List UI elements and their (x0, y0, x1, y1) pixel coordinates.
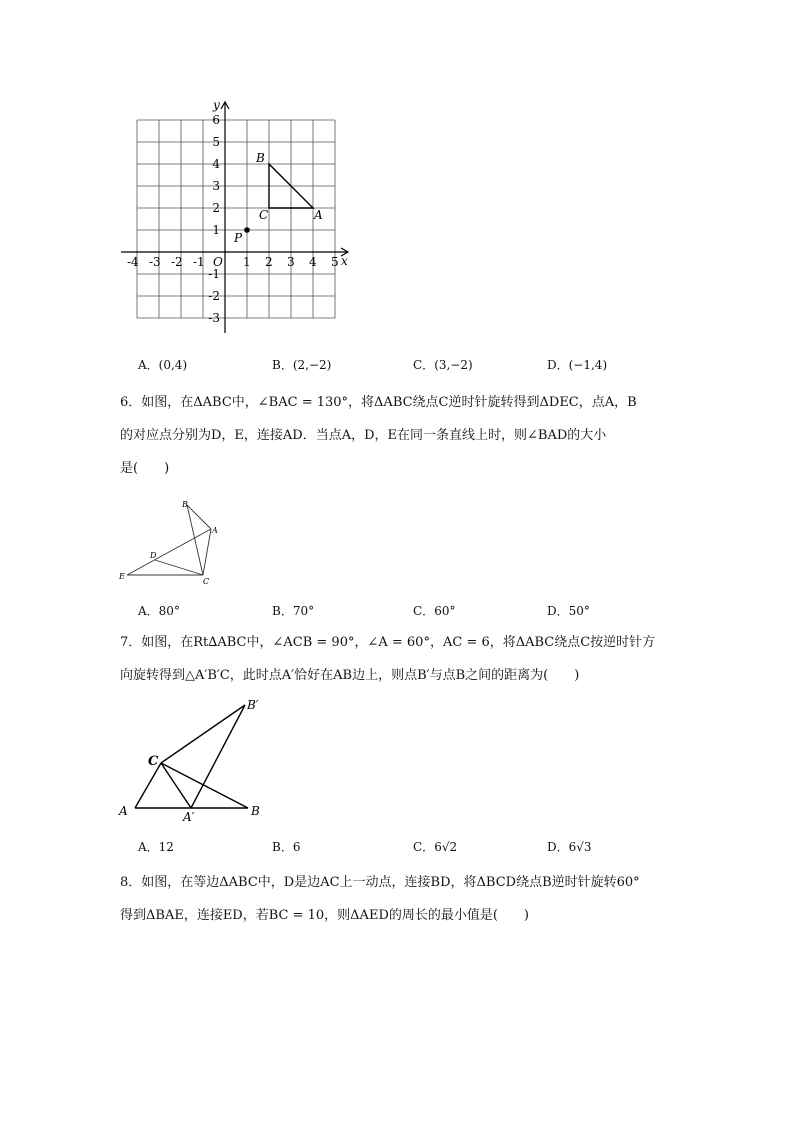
origin-label: O (213, 255, 223, 269)
option-letter: D． (547, 840, 569, 854)
q7-label-a: A (119, 804, 128, 818)
q5-option-c[interactable] (413, 356, 473, 373)
q6-option-a[interactable] (138, 602, 180, 619)
q6-option-d[interactable] (547, 602, 590, 619)
q7-line: 向旋转得到△A′B′C，此时点A′恰好在AB边上，则点B′与点B之间的距离为( ) (120, 668, 580, 683)
q6-label-d: D (150, 551, 157, 560)
option-letter: B． (272, 604, 293, 618)
q7-label-c: C (148, 754, 159, 769)
label-p: P (234, 231, 243, 245)
x-tick: -1 (193, 255, 205, 269)
x-tick: 2 (265, 255, 273, 269)
label-a: A (314, 208, 323, 222)
q7-label-b: B (251, 804, 260, 818)
option-letter: D． (547, 604, 569, 618)
y-tick: 6 (212, 113, 220, 127)
option-value: (0,4) (158, 358, 188, 372)
q7-option-a[interactable] (138, 838, 174, 855)
q6-line: 的对应点分别为D，E，连接AD．当点A，D，E在同一条直线上时，则∠BAD的大小 (120, 428, 607, 443)
y-tick: 4 (212, 157, 220, 171)
option-letter: D． (547, 358, 569, 372)
option-letter: A． (138, 358, 159, 372)
y-tick: -2 (208, 289, 220, 303)
q6-line: 6．如图，在ΔABC中，∠BAC = 130°，将ΔABC绕点C逆时针旋转得到ΔDEC，点A，B (120, 395, 637, 410)
x-tick: -4 (127, 255, 139, 269)
option-value: 50° (568, 604, 590, 618)
q7-option-b[interactable] (272, 838, 300, 855)
option-value: 6√3 (568, 840, 592, 854)
q6-label-c: C (203, 577, 210, 586)
y-tick: -3 (208, 311, 220, 325)
question-6-text (120, 386, 680, 485)
x-tick: 5 (331, 255, 339, 269)
grid-lines (137, 120, 335, 318)
q7-line: 7．如图，在Rt∆ABC中，∠ACB = 90°，∠A = 60°，AC = 6，将ΔABC绕点C按逆时针方 (120, 635, 656, 650)
q5-option-a[interactable] (138, 356, 187, 373)
label-b: B (256, 151, 265, 165)
q7-label-bp: B′ (247, 698, 259, 712)
x-axis-label: x (341, 254, 348, 268)
question-7-text (120, 626, 680, 692)
x-tick: 4 (309, 255, 317, 269)
y-tick: 2 (212, 201, 220, 215)
q6-option-c[interactable] (413, 602, 455, 619)
q7-option-c[interactable] (413, 838, 457, 855)
q8-line: 8．如图，在等边ΔABC中，D是边AC上一动点，连接BD，将ΔBCD绕点B逆时针旋转60° (120, 875, 640, 890)
x-tick: 3 (287, 255, 295, 269)
q6-line: 是( ) (120, 461, 170, 476)
x-tick: -3 (149, 255, 161, 269)
q5-option-b[interactable] (272, 356, 331, 373)
x-tick: -2 (171, 255, 183, 269)
q6-label-e: E (119, 572, 125, 581)
y-tick: 5 (212, 135, 220, 149)
option-value: 70° (292, 604, 315, 618)
x-tick-labels (127, 255, 339, 269)
q8-line: 得到ΔBAE，连接ED，若BC = 10，则ΔAED的周长的最小值是( ) (120, 908, 530, 923)
option-letter: C． (413, 604, 435, 618)
option-value: 6√2 (434, 840, 458, 854)
y-axis-label: y (213, 98, 220, 112)
option-value: (3,−2) (434, 358, 473, 372)
point-p-dot (244, 227, 250, 233)
question-8-text (120, 866, 680, 932)
option-letter: A． (138, 604, 159, 618)
option-letter: B． (272, 358, 293, 372)
option-value: 80° (158, 604, 180, 618)
q7-option-d[interactable] (547, 838, 592, 855)
q6-label-a: A (212, 526, 218, 535)
q5-option-d[interactable] (547, 356, 607, 373)
x-tick: 1 (243, 255, 251, 269)
option-value: 60° (434, 604, 456, 618)
option-letter: A． (138, 840, 159, 854)
q7-figure (115, 695, 275, 825)
y-tick: 1 (212, 223, 220, 237)
option-letter: C． (413, 358, 435, 372)
option-value: 6 (292, 840, 301, 854)
label-c: C (259, 208, 269, 222)
y-tick: 3 (212, 179, 220, 193)
y-tick: -1 (208, 267, 220, 281)
q6-option-b[interactable] (272, 602, 314, 619)
q7-label-ap: A′ (183, 810, 195, 824)
option-letter: C． (413, 840, 435, 854)
q6-figure (115, 495, 225, 590)
option-letter: B． (272, 840, 293, 854)
coordinate-grid-figure (115, 95, 360, 345)
q6-label-b: B (182, 500, 188, 509)
y-tick-labels (208, 113, 220, 325)
option-value: (−1,4) (568, 358, 608, 372)
option-value: (2,−2) (292, 358, 332, 372)
option-value: 12 (158, 840, 174, 854)
